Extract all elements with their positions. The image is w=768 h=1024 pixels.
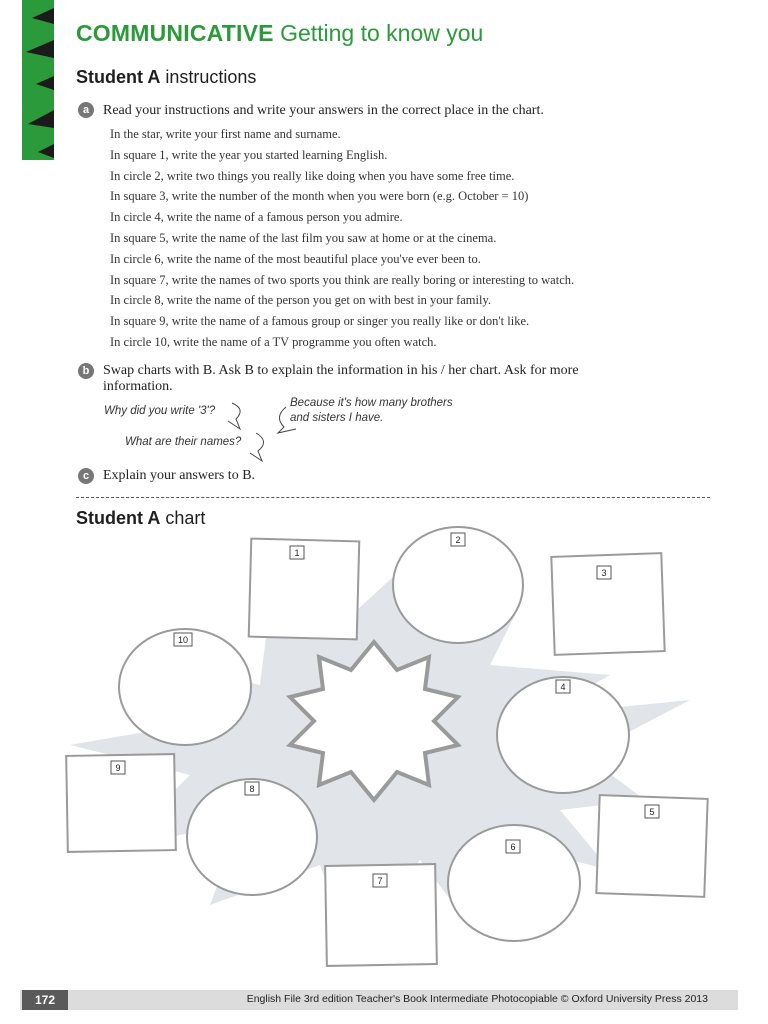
label-5 — [645, 805, 659, 818]
label-7 — [373, 874, 387, 887]
list-item: In square 9, write the name of a famous group or singer you really like or don't like. — [110, 314, 530, 329]
step-a-text: Read your instructions and write your answers in the correct place in the chart. — [103, 103, 544, 118]
list-item: In circle 2, write two things you really like doing when you have some free time. — [110, 168, 515, 183]
list-item: In circle 10, write the name of a TV programme you often watch. — [110, 334, 437, 349]
step-b-badge: b — [78, 363, 94, 379]
step-c-badge: c — [78, 468, 94, 484]
speech-because-line1: Because it's how many brothers — [290, 397, 453, 409]
side-bar-stripes — [22, 0, 54, 160]
speech-because-line2: and sisters I have. — [290, 412, 384, 424]
svg-text:4: 4 — [560, 682, 566, 692]
label-8 — [245, 782, 259, 795]
page-number: 172 — [22, 990, 68, 1010]
svg-text:1: 1 — [294, 548, 300, 558]
list-item: In square 5, write the name of the last film you saw at home or at the cinema. — [110, 230, 497, 245]
svg-text:10: 10 — [177, 635, 189, 645]
svg-text:8: 8 — [249, 784, 255, 794]
label-1 — [290, 546, 304, 559]
step-c-text: Explain your answers to B. — [103, 468, 256, 483]
circle-4[interactable] — [497, 677, 629, 793]
list-item: In circle 6, write the name of the most beautiful place you've ever been to. — [110, 251, 481, 266]
svg-text:2: 2 — [455, 535, 461, 545]
list-item: In circle 4, write the name of a famous person you admire. — [110, 210, 403, 225]
instructions-list — [110, 124, 574, 353]
speech-what-names: What are their names? — [125, 436, 242, 448]
step-b-text-line2: information. — [103, 379, 173, 394]
label-9 — [111, 761, 125, 774]
step-b-text-line1: Swap charts with B. Ask B to explain the information in his / her chart. Ask for more — [103, 363, 579, 378]
label-6 — [506, 840, 520, 853]
label-2 — [451, 533, 465, 546]
footer-copyright: English File 3rd edition Teacher's Book Intermediate Photocopiable © Oxford University Press 2013 — [246, 993, 708, 1005]
page-title — [76, 20, 483, 47]
label-3 — [597, 566, 611, 579]
chart-heading: Student A chart — [76, 508, 206, 528]
side-accent-bar — [22, 0, 54, 160]
list-item: In square 3, write the number of the month when you were born (e.g. October = 10) — [110, 189, 529, 204]
title-rest: Getting to know you — [280, 20, 484, 46]
svg-text:3: 3 — [601, 568, 607, 578]
svg-text:9: 9 — [115, 763, 121, 773]
list-item: In square 1, write the year you started learning English. — [110, 147, 388, 162]
instructions-heading: Student A instructions — [76, 67, 257, 87]
svg-text:6: 6 — [510, 842, 516, 852]
circle-8[interactable] — [187, 779, 317, 895]
dashed-divider — [76, 497, 710, 498]
title-strong: COMMUNICATIVE — [76, 20, 274, 46]
step-a-badge: a — [78, 102, 94, 118]
list-item: In square 7, write the names of two sports you think are really boring or interesting to watch. — [110, 272, 575, 287]
svg-text:7: 7 — [377, 876, 383, 886]
svg-text:5: 5 — [649, 807, 655, 817]
student-a-chart — [0, 525, 768, 980]
speech-bubble-tails — [0, 395, 320, 465]
label-10 — [174, 633, 192, 646]
speech-why-three: Why did you write '3'? — [104, 405, 216, 417]
label-4 — [556, 680, 570, 693]
list-item: In circle 8, write the name of the person you get on with best in your family. — [110, 293, 492, 308]
list-item: In the star, write your first name and surname. — [110, 127, 341, 141]
